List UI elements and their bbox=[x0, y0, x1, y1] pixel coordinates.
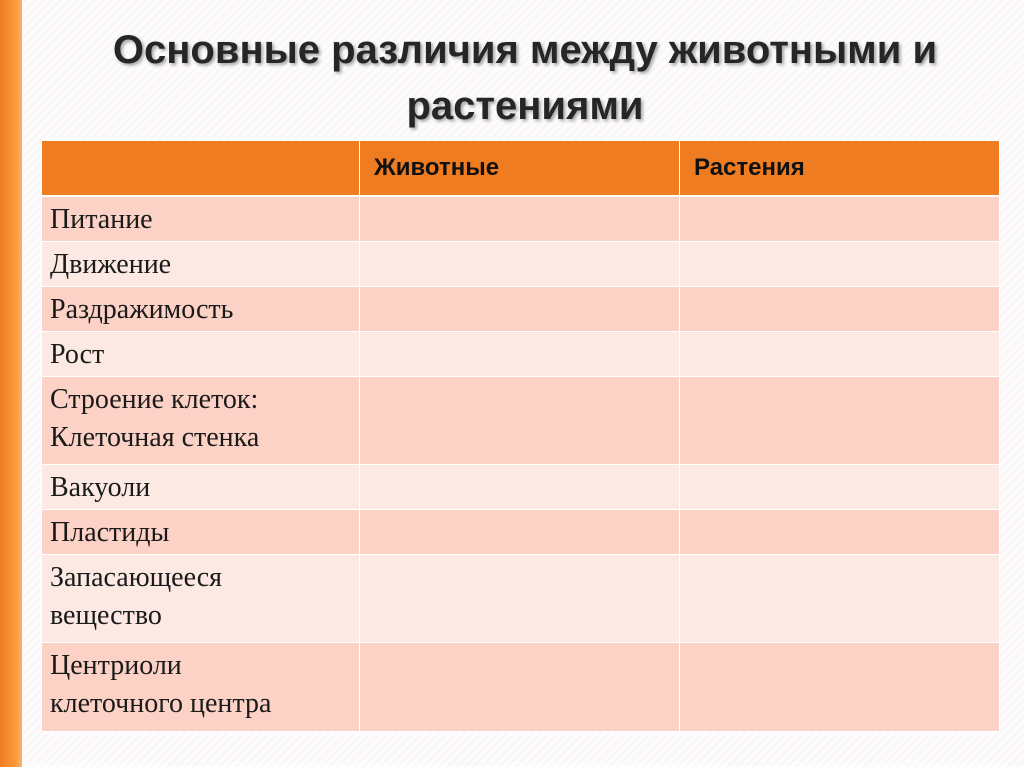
table-row bbox=[42, 509, 1000, 554]
slide-title: Основные различия между животными и растениями bbox=[112, 28, 938, 128]
cell-animals bbox=[360, 196, 680, 241]
cell-plants bbox=[680, 642, 1000, 731]
cell-animals bbox=[360, 376, 680, 464]
cell-plants bbox=[680, 196, 1000, 241]
comparison-table bbox=[41, 140, 1000, 732]
cell-animals bbox=[360, 241, 680, 286]
header-cell-empty bbox=[42, 141, 360, 197]
cell-animals bbox=[360, 642, 680, 731]
cell-animals bbox=[360, 509, 680, 554]
row-label: Рост bbox=[42, 331, 360, 376]
row-label: Строение клеток: Клеточная стенка bbox=[42, 376, 360, 464]
decorative-left-bar bbox=[0, 0, 22, 767]
table-row bbox=[42, 241, 1000, 286]
cell-animals bbox=[360, 331, 680, 376]
header-cell-animals: Животные bbox=[360, 141, 680, 197]
table-row bbox=[42, 642, 1000, 731]
table-row bbox=[42, 554, 1000, 642]
row-label: Движение bbox=[42, 241, 360, 286]
cell-animals bbox=[360, 286, 680, 331]
table-row bbox=[42, 286, 1000, 331]
table-header-row bbox=[42, 141, 1000, 197]
header-cell-plants: Растения bbox=[680, 141, 1000, 197]
table-row bbox=[42, 464, 1000, 509]
table-row bbox=[42, 376, 1000, 464]
row-label: Раздражимость bbox=[42, 286, 360, 331]
row-label: Центриоли клеточного центра bbox=[42, 642, 360, 731]
cell-plants bbox=[680, 331, 1000, 376]
cell-plants bbox=[680, 241, 1000, 286]
cell-plants bbox=[680, 464, 1000, 509]
table-row bbox=[42, 196, 1000, 241]
row-label: Питание bbox=[42, 196, 360, 241]
row-label: Пластиды bbox=[42, 509, 360, 554]
cell-plants bbox=[680, 554, 1000, 642]
cell-plants bbox=[680, 509, 1000, 554]
cell-animals bbox=[360, 554, 680, 642]
cell-plants bbox=[680, 286, 1000, 331]
row-label: Вакуоли bbox=[42, 464, 360, 509]
row-label: Запасающееся вещество bbox=[42, 554, 360, 642]
cell-plants bbox=[680, 376, 1000, 464]
cell-animals bbox=[360, 464, 680, 509]
table-row bbox=[42, 331, 1000, 376]
